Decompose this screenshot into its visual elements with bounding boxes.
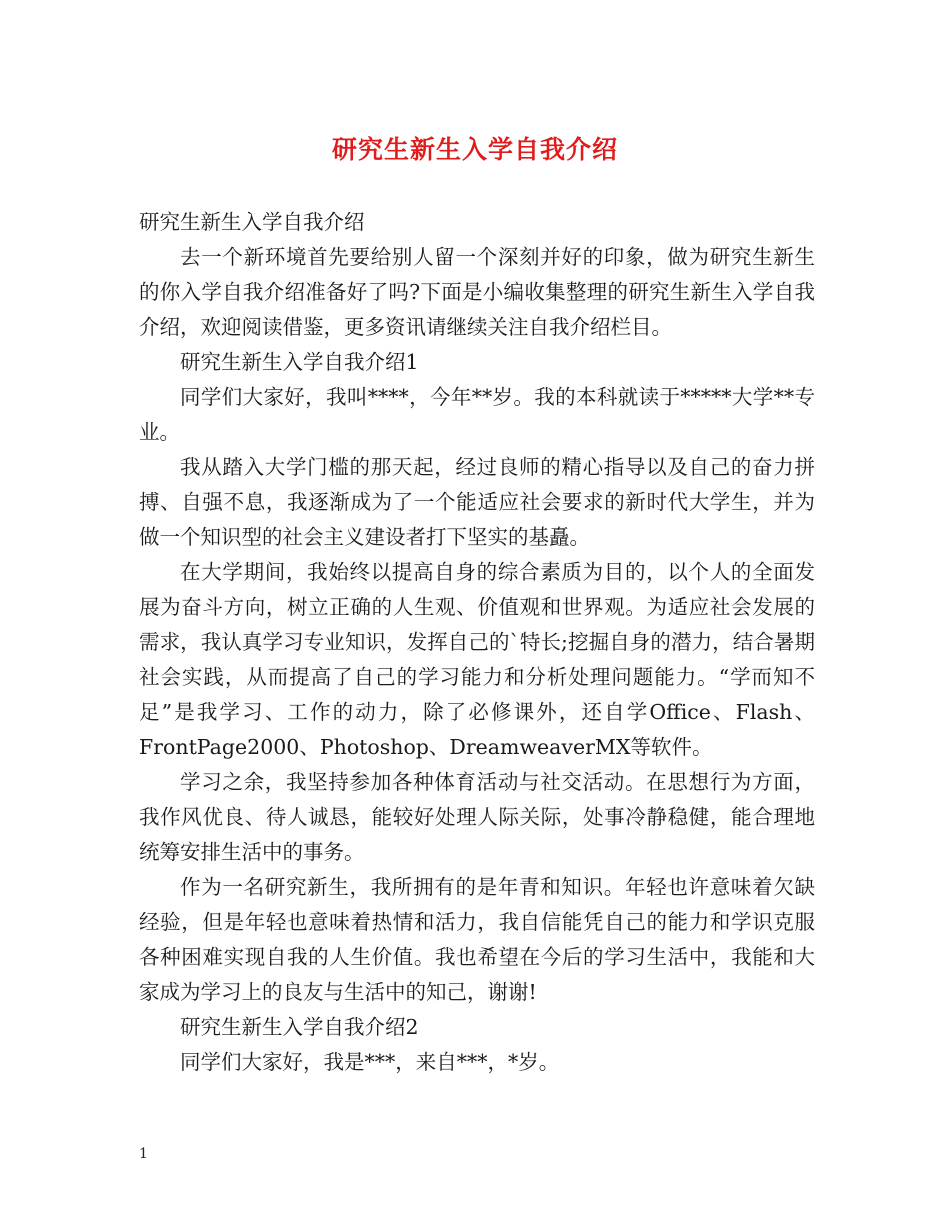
body-paragraph: 在大学期间，我始终以提高自身的综合素质为目的，以个人的全面发展为奋斗方向，树立正确的人生观、价值观和世界观。为适应社会发展的需求，我认真学习专业知识，发挥自己的`特长;挖掘自身的潜力，结合暑期社会实践，从而提高了自己的学习能力和分析处理问题能力。“学而知不足”是我学习、工作的动力，除了必修课外，还自学Office、Flash、FrontPage2000、Photoshop、DreamweaverMX等软件。 <box>139 560 815 759</box>
body-paragraph: 我从踏入大学门槛的那天起，经过良师的精心指导以及自己的奋力拼搏、自强不息，我逐渐成为了一个能适应社会要求的新时代大学生，并为做一个知识型的社会主义建设者打下坚实的基矗。 <box>139 455 815 549</box>
document-body <box>139 205 815 1080</box>
section-heading: 研究生新生入学自我介绍1 <box>180 350 419 374</box>
body-paragraph: 去一个新环境首先要给别人留一个深刻并好的印象，做为研究生新生的你入学自我介绍准备好了吗?下面是小编收集整理的研究生新生入学自我介绍，欢迎阅读借鉴，更多资讯请继续关注自我介绍栏目。 <box>139 245 815 339</box>
body-paragraph: 研究生新生入学自我介绍 <box>139 210 365 234</box>
body-paragraph: 作为一名研究新生，我所拥有的是年青和知识。年轻也许意味着欠缺经验，但是年轻也意味着热情和活力，我自信能凭自己的能力和学识克服各种困难实现自我的人生价值。我也希望在今后的学习生活中，我能和大家成为学习上的良友与生活中的知己，谢谢! <box>139 875 815 1004</box>
page-number: 1 <box>139 1146 148 1162</box>
body-paragraph: 同学们大家好，我叫****，今年**岁。我的本科就读于*****大学**专业。 <box>139 385 815 444</box>
section-heading: 研究生新生入学自我介绍2 <box>180 1015 419 1039</box>
document-title: 研究生新生入学自我介绍 <box>331 135 618 164</box>
body-paragraph: 学习之余，我坚持参加各种体育活动与社交活动。在思想行为方面，我作风优良、待人诚恳，能较好处理人际关际，处事冷静稳健，能合理地统筹安排生活中的事务。 <box>139 770 815 864</box>
body-paragraph: 同学们大家好，我是***，来自***，*岁。 <box>180 1050 560 1074</box>
